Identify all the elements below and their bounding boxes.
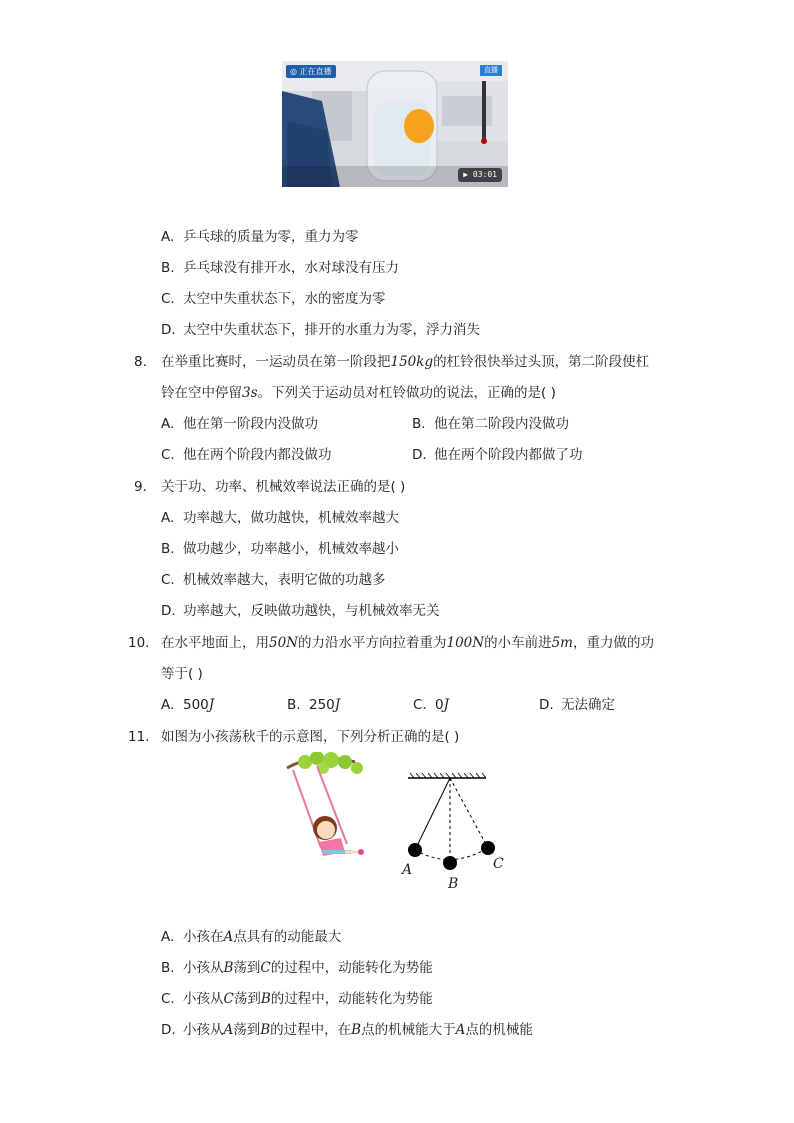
q9-stem: 关于功、功率、机械效率说法正确的是( ) — [161, 479, 406, 495]
option-letter: B. — [161, 260, 175, 276]
math-point: C — [223, 991, 234, 1007]
option-text: 机械效率越大，表明它做的功越多 — [183, 572, 386, 588]
q9-option-a — [161, 509, 399, 527]
q7-option-a — [161, 228, 359, 246]
option-letter: D. — [161, 1022, 176, 1038]
stem-text: ，重力做的功 — [572, 635, 654, 651]
q7-option-d — [161, 321, 480, 339]
option-text: 荡到 — [233, 1022, 261, 1038]
option-text: 他在两个阶段内都没做功 — [183, 447, 332, 463]
option-letter: A. — [161, 229, 175, 245]
math-point: A — [223, 1022, 234, 1038]
q7-option-b — [161, 259, 399, 277]
option-letter: B. — [161, 541, 175, 557]
q9-option-c — [161, 571, 386, 589]
point-label-b: B — [448, 876, 459, 892]
q11-option-a — [161, 928, 341, 946]
child-swing-illustration — [285, 752, 375, 870]
math-weight: 100N — [446, 635, 485, 651]
q11-option-c — [161, 990, 433, 1008]
stem-text: 。下列关于运动员对杠铃做功的说法，正确的是( ) — [257, 385, 556, 401]
option-text: 小孩从 — [183, 1022, 224, 1038]
option-text: 小孩在 — [183, 929, 224, 945]
option-unit: J — [208, 697, 215, 713]
option-letter: B. — [161, 960, 175, 976]
math-point: A — [223, 929, 234, 945]
stem-text: 在水平地面上，用 — [161, 635, 269, 651]
stem-text: 在举重比赛时，一运动员在第一阶段把 — [161, 354, 391, 370]
option-unit: J — [334, 697, 341, 713]
option-text: 乒乓球没有排开水，水对球没有压力 — [183, 260, 399, 276]
point-label-c: C — [493, 856, 504, 872]
option-text: 功率越大，反映做功越快，与机械效率无关 — [183, 603, 440, 619]
video-duration: 03:01 — [472, 170, 497, 179]
math-point: B — [223, 960, 234, 976]
q11-option-b — [161, 959, 433, 977]
option-letter: B. — [412, 416, 426, 432]
option-text: 功率越大，做功越快，机械效率越大 — [183, 510, 399, 526]
q8-option-c — [161, 446, 332, 464]
option-text: 太空中失重状态下，水的密度为零 — [183, 291, 386, 307]
q10-number: 10. — [128, 635, 150, 651]
q8-option-d — [412, 446, 583, 464]
option-text: 0 — [435, 697, 444, 713]
option-text: 250 — [309, 697, 335, 713]
option-text: 无法确定 — [561, 697, 615, 713]
q10-option-b — [287, 696, 340, 714]
q10-option-c — [413, 696, 449, 714]
q10-option-a — [161, 696, 214, 714]
option-letter: D. — [412, 447, 427, 463]
pendulum-diagram — [398, 770, 502, 892]
option-text: 他在两个阶段内都做了功 — [434, 447, 583, 463]
option-text: 乒乓球的质量为零，重力为零 — [183, 229, 359, 245]
math-force: 50N — [269, 635, 298, 651]
option-letter: D. — [161, 603, 176, 619]
option-text: 他在第一阶段内没做功 — [183, 416, 318, 432]
option-text: 500 — [183, 697, 209, 713]
option-text: 小孩从 — [183, 991, 224, 1007]
option-letter: C. — [161, 572, 175, 588]
option-letter: C. — [161, 991, 175, 1007]
option-text: 荡到 — [233, 960, 261, 976]
option-text: 的过程中，动能转化为势能 — [270, 991, 433, 1007]
stem-text: 的小车前进 — [484, 635, 552, 651]
q7-option-c — [161, 290, 386, 308]
q10-option-d — [539, 696, 615, 714]
q9-number: 9. — [134, 479, 147, 495]
stem-text: 的力沿水平方向拉着重为 — [298, 635, 447, 651]
option-letter: A. — [161, 929, 175, 945]
live-badge: 直播 — [480, 65, 502, 76]
play-duration-button[interactable]: ▶ 03:01 — [458, 168, 502, 182]
q8-option-a — [161, 415, 318, 433]
option-letter: C. — [413, 697, 427, 713]
q11-number: 11. — [128, 729, 150, 745]
option-text: 点具有的动能最大 — [233, 929, 342, 945]
math-point: C — [260, 960, 271, 976]
option-text: 点的机械能大于 — [361, 1022, 456, 1038]
option-letter: D. — [161, 322, 176, 338]
q10-stem-line2: 等于( ) — [161, 666, 203, 682]
q9-option-b — [161, 540, 399, 558]
q8-option-b — [412, 415, 569, 433]
point-label-a: A — [402, 862, 413, 878]
option-text: 荡到 — [233, 991, 261, 1007]
option-text: 小孩从 — [183, 960, 224, 976]
option-letter: B. — [287, 697, 301, 713]
q11-option-d — [161, 1021, 533, 1039]
video-thumbnail[interactable] — [282, 61, 508, 187]
option-letter: C. — [161, 447, 175, 463]
option-text: 他在第二阶段内没做功 — [434, 416, 569, 432]
math-point: B — [351, 1022, 362, 1038]
math-distance: 5m — [551, 635, 573, 651]
q8-stem-line2 — [161, 384, 556, 402]
option-text: 太空中失重状态下，排开的水重力为零，浮力消失 — [183, 322, 480, 338]
option-letter: A. — [161, 510, 175, 526]
stem-text: 铃在空中停留 — [161, 385, 242, 401]
option-text: 点的机械能 — [465, 1022, 533, 1038]
math-point: A — [455, 1022, 466, 1038]
option-text: 做功越少，功率越小，机械效率越小 — [183, 541, 399, 557]
option-text: 的过程中，在 — [270, 1022, 352, 1038]
math-time: 3s — [242, 385, 258, 401]
option-unit: J — [443, 697, 450, 713]
q10-stem-line1 — [161, 634, 654, 652]
q8-number: 8. — [134, 354, 147, 370]
math-mass: 150kg — [390, 354, 434, 370]
q11-stem: 如图为小孩荡秋千的示意图，下列分析正确的是( ) — [161, 729, 460, 745]
q9-option-d — [161, 602, 440, 620]
stem-text: 的杠铃很快举过头顶，第二阶段使杠 — [433, 354, 650, 370]
option-letter: C. — [161, 291, 175, 307]
q8-stem-line1 — [161, 353, 649, 371]
option-letter: A. — [161, 697, 175, 713]
option-text: 的过程中，动能转化为势能 — [270, 960, 433, 976]
channel-badge: ◎ 正在直播 — [286, 65, 336, 78]
math-point: B — [260, 1022, 271, 1038]
option-letter: D. — [539, 697, 554, 713]
option-letter: A. — [161, 416, 175, 432]
math-point: B — [260, 991, 271, 1007]
